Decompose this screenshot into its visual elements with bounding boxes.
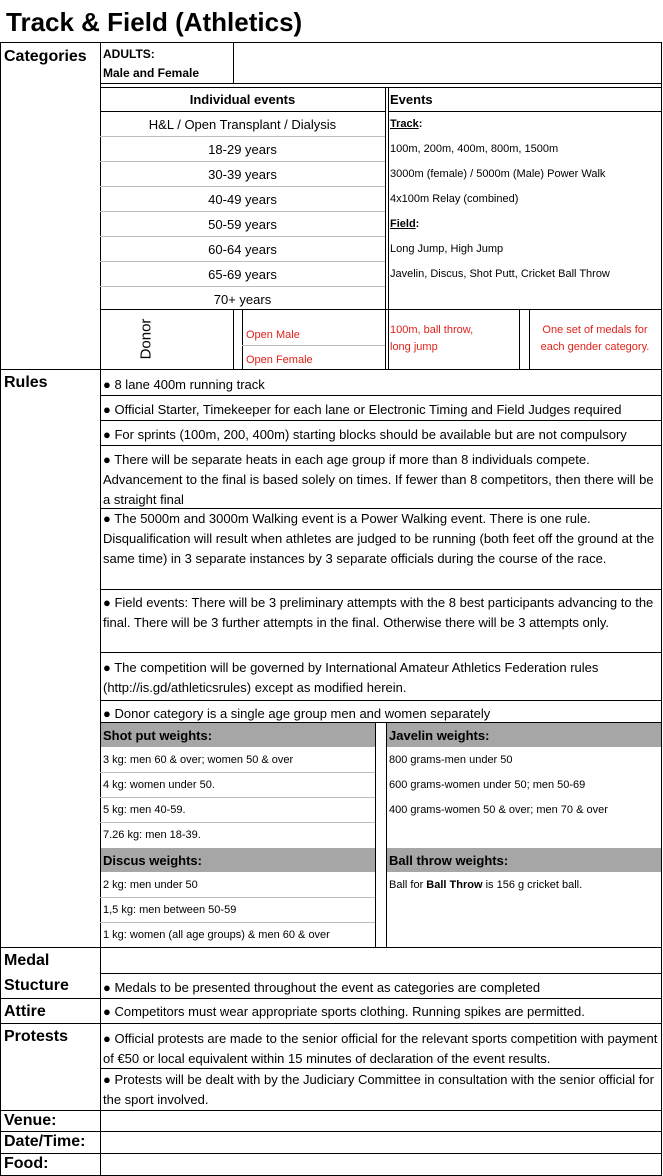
events-track-colon: : — [418, 118, 423, 130]
shot-put-row: 7.26 kg: men 18-39. — [103, 829, 201, 841]
shot-put-row: 5 kg: men 40-59. — [103, 804, 186, 816]
donor-open-female: Open Female — [246, 354, 313, 366]
section-venue: Venue: — [4, 1112, 57, 1129]
events-field-text: Field — [390, 218, 416, 230]
shot-put-header: Shot put weights: — [103, 728, 213, 743]
discus-row: 2 kg: men under 50 — [103, 879, 198, 891]
events-header: Events — [390, 92, 433, 107]
individual-events-header: Individual events — [189, 92, 296, 107]
page-title: Track & Field (Athletics) — [6, 7, 303, 37]
section-attire: Attire — [4, 1003, 46, 1020]
donor-label: Donor — [137, 318, 155, 360]
events-row: Long Jump, High Jump — [390, 243, 504, 255]
rule-item: ● Official Starter, Timekeeper for each lane or Electronic Timing and Field Judges required — [103, 402, 622, 417]
rule-item: ● Donor category is a single age group men and women separately — [103, 706, 491, 721]
adults-label: ADULTS: — [103, 47, 155, 61]
individual-event-row: 40-49 years — [208, 192, 277, 207]
javelin-row: 400 grams-women 50 & over; men 70 & over — [389, 804, 608, 816]
ball-throw-text-before: Ball for — [389, 879, 427, 891]
javelin-header: Javelin weights: — [389, 728, 490, 743]
protests-item: ● Official protests are made to the senior official for the relevant sports competition with payment of €50 or local equivalent within 15 minutes of declaration of the event results. — [103, 1031, 658, 1066]
individual-event-row: 70+ years — [213, 292, 272, 307]
events-row: Javelin, Discus, Shot Putt, Cricket Ball Throw — [390, 268, 610, 280]
donor-events-line1: 100m, ball throw, — [390, 324, 474, 336]
adults-gender-label: Male and Female — [103, 66, 200, 80]
rule-item: ● The 5000m and 3000m Walking event is a Power Walking event. There is one rule. Disqualification will result when athletes are judged to be running (both feet off the ground at the same time) in 3 separate instances by 3 separate officials during the course of the race. — [103, 511, 655, 566]
individual-event-row: H&L / Open Transplant / Dialysis — [148, 117, 337, 132]
section-protests: Protests — [4, 1028, 69, 1045]
rule-item: ● The competition will be governed by International Amateur Athletics Federation rules (http://is.gd/athleticsrules) except as modified herein. — [103, 660, 599, 695]
section-categories: Categories — [4, 48, 87, 65]
individual-event-row: 18-29 years — [208, 142, 277, 157]
events-track-label — [390, 118, 422, 131]
section-food: Food: — [4, 1155, 49, 1172]
protests-item: ● Protests will be dealt with by the Judiciary Committee in consultation with the senior official for the sport involved. — [103, 1072, 654, 1107]
discus-row: 1 kg: women (all age groups) & men 60 & over — [103, 929, 330, 941]
events-row: 4x100m Relay (combined) — [390, 193, 519, 205]
ball-throw-header: Ball throw weights: — [389, 853, 509, 868]
donor-medals-line1: One set of medals for — [542, 324, 648, 336]
javelin-row: 600 grams-women under 50; men 50-69 — [389, 779, 586, 791]
events-row: 100m, 200m, 400m, 800m, 1500m — [390, 143, 559, 155]
attire-text: ● Competitors must wear appropriate sports clothing. Running spikes are permitted. — [103, 1004, 585, 1019]
events-field-label — [390, 218, 419, 231]
ball-throw-text-bold: Ball Throw — [426, 879, 483, 891]
individual-event-row: 30-39 years — [208, 167, 277, 182]
events-field-colon: : — [415, 218, 420, 230]
individual-event-row: 50-59 years — [208, 217, 277, 232]
ball-throw-text-after: is 156 g cricket ball. — [482, 879, 583, 891]
section-date-time: Date/Time: — [4, 1133, 86, 1150]
donor-medals-line2: each gender category. — [540, 341, 650, 353]
individual-event-row: 65-69 years — [208, 267, 277, 282]
javelin-row: 800 grams-men under 50 — [389, 754, 513, 766]
ball-throw-row — [389, 879, 582, 892]
rule-item: ● There will be separate heats in each age group if more than 8 individuals compete. Advancement to the final is based solely on times. If fewer than 8 competitors, then there will be a straight final — [103, 452, 654, 507]
rule-item: ● Field events: There will be 3 preliminary attempts with the 8 best participants advancing to the final. There will be 3 further attempts in the final. Otherwise there will be 3 attempts only. — [103, 595, 654, 630]
events-row: 3000m (female) / 5000m (Male) Power Walk — [390, 168, 606, 180]
shot-put-row: 4 kg: women under 50. — [103, 779, 215, 791]
donor-events-line2: long jump — [390, 341, 438, 353]
discus-header: Discus weights: — [103, 853, 202, 868]
donor-open-male: Open Male — [246, 329, 300, 341]
section-medal-structure-line2: Stucture — [4, 977, 69, 994]
section-medal-structure-line1: Medal — [4, 952, 50, 969]
shot-put-row: 3 kg: men 60 & over; women 50 & over — [103, 754, 294, 766]
discus-row: 1,5 kg: men between 50-59 — [103, 904, 237, 916]
rule-item: ● For sprints (100m, 200, 400m) starting blocks should be available but are not compulsory — [103, 427, 627, 442]
medal-structure-text: ● Medals to be presented throughout the event as categories are completed — [103, 980, 541, 995]
rule-item: ● 8 lane 400m running track — [103, 377, 265, 392]
section-rules: Rules — [4, 374, 48, 391]
events-track-text: Track — [390, 118, 419, 130]
individual-event-row: 60-64 years — [208, 242, 277, 257]
